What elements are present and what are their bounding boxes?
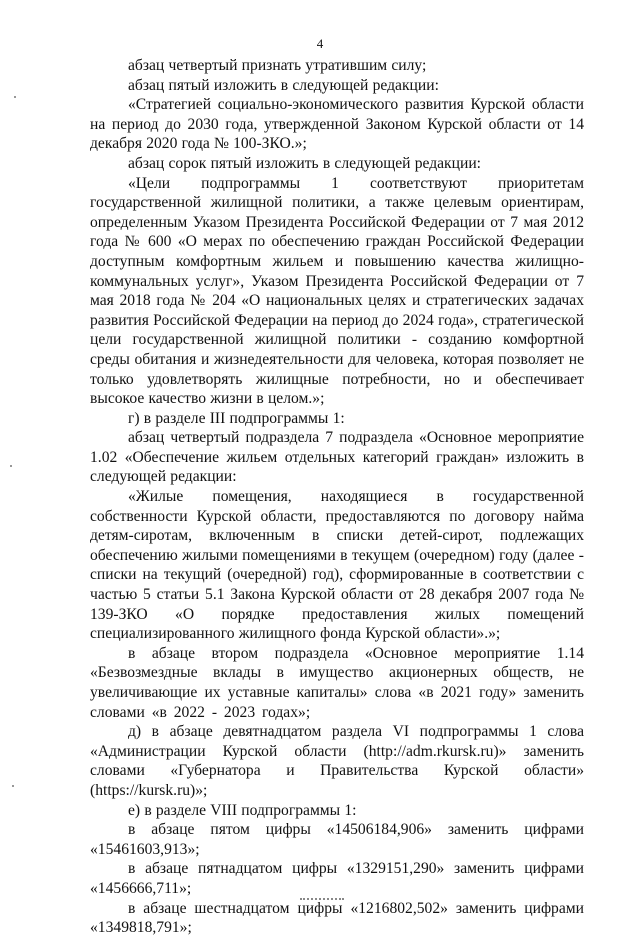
paragraph: «Стратегией социально-экономического развития Курской области на период до 2030 года, утвержденной Законом Курской области от 14 декабря 2020 года № 100-ЗКО.»; [90, 96, 584, 153]
scan-speck [12, 785, 14, 787]
paragraph: в абзаце пятнадцатом цифры «1329151,290» заменить цифрами «1456666,711»; [90, 860, 584, 897]
paragraph: в абзаце пятом цифры «14506184,906» заменить цифрами «15461603,913»; [90, 821, 584, 858]
paragraph: абзац четвертый признать утратившим силу; [128, 57, 427, 74]
page-number: 4 [316, 36, 324, 51]
paragraph: г) в разделе III подпрограммы 1: [128, 409, 345, 427]
paragraph: абзац сорок пятый изложить в следующей редакции: [128, 154, 482, 172]
paragraph: е) в разделе VIII подпрограммы 1: [128, 801, 357, 819]
paragraph: «Цели подпрограммы 1 соответствуют приоритетам государственной жилищной политики, а также целевым ориентирам, определенным Указом Президента Российской Федерации от 7 мая 2012 года № 600 «О мерах по обеспечению граждан Российской Федерации доступным комфортным жильем и повышению качества жилищно-коммунальных услуг», Указом Президента Российской Федерации от 7 мая 2018 года № 204 «О национальных целях и стратегических задачах развития Российской Федерации на период до 2024 года», стратегической цели государственной жилищной политики - созданию комфортной среды обитания и жизнедеятельности для человека, которая позволяет не только удовлетворять жилищные потребности, но и обеспечивает высокое качество жизни в целом.»; [90, 174, 584, 408]
document-body [90, 56, 584, 938]
paragraph: д) в абзаце девятнадцатом раздела VI подпрограммы 1 слова «Администрации Курской области (http://adm.rkursk.ru)» заменить словами «Губернатора и Правительства Курской области» (https://kursk.ru)»; [90, 723, 584, 799]
paragraph: абзац пятый изложить в следующей редакции: [128, 76, 439, 94]
paragraph: в абзаце втором подраздела «Основное мероприятие 1.14 «Безвозмездные вклады в имущество акционерных обществ, не увеличивающие их уставные капиталы» слова «в 2021 году» заменить словами «в 2022 - 2023 годах»; [90, 644, 584, 721]
paragraph: в абзаце шестнадцатом цифры «1216802,502» заменить цифрами «1349818,791»; [90, 899, 584, 937]
paragraph: «Жилые помещения, находящиеся в государственной собственности Курской области, предоставляются по договору найма детям-сиротам, включенным в списки детей-сирот, подлежащих обеспечению жилыми помещениями в текущем (очередном) году (далее - списки на текущий (очередной) год), сформированные в соответствии с частью 5 статьи 5.1 Закона Курской области от 28 декабря 2007 года № 139-ЗКО «О порядке предоставления жилых помещений специализированного жилищного фонда Курской области».»; [90, 488, 584, 643]
scan-artifact [300, 898, 344, 903]
scan-speck [14, 96, 16, 98]
paragraph: абзац четвертый подраздела 7 подраздела «Основное мероприятие 1.02 «Обеспечение жильем отдельных категорий граждан» изложить в следующей редакции: [90, 429, 584, 486]
scan-speck [10, 465, 12, 467]
